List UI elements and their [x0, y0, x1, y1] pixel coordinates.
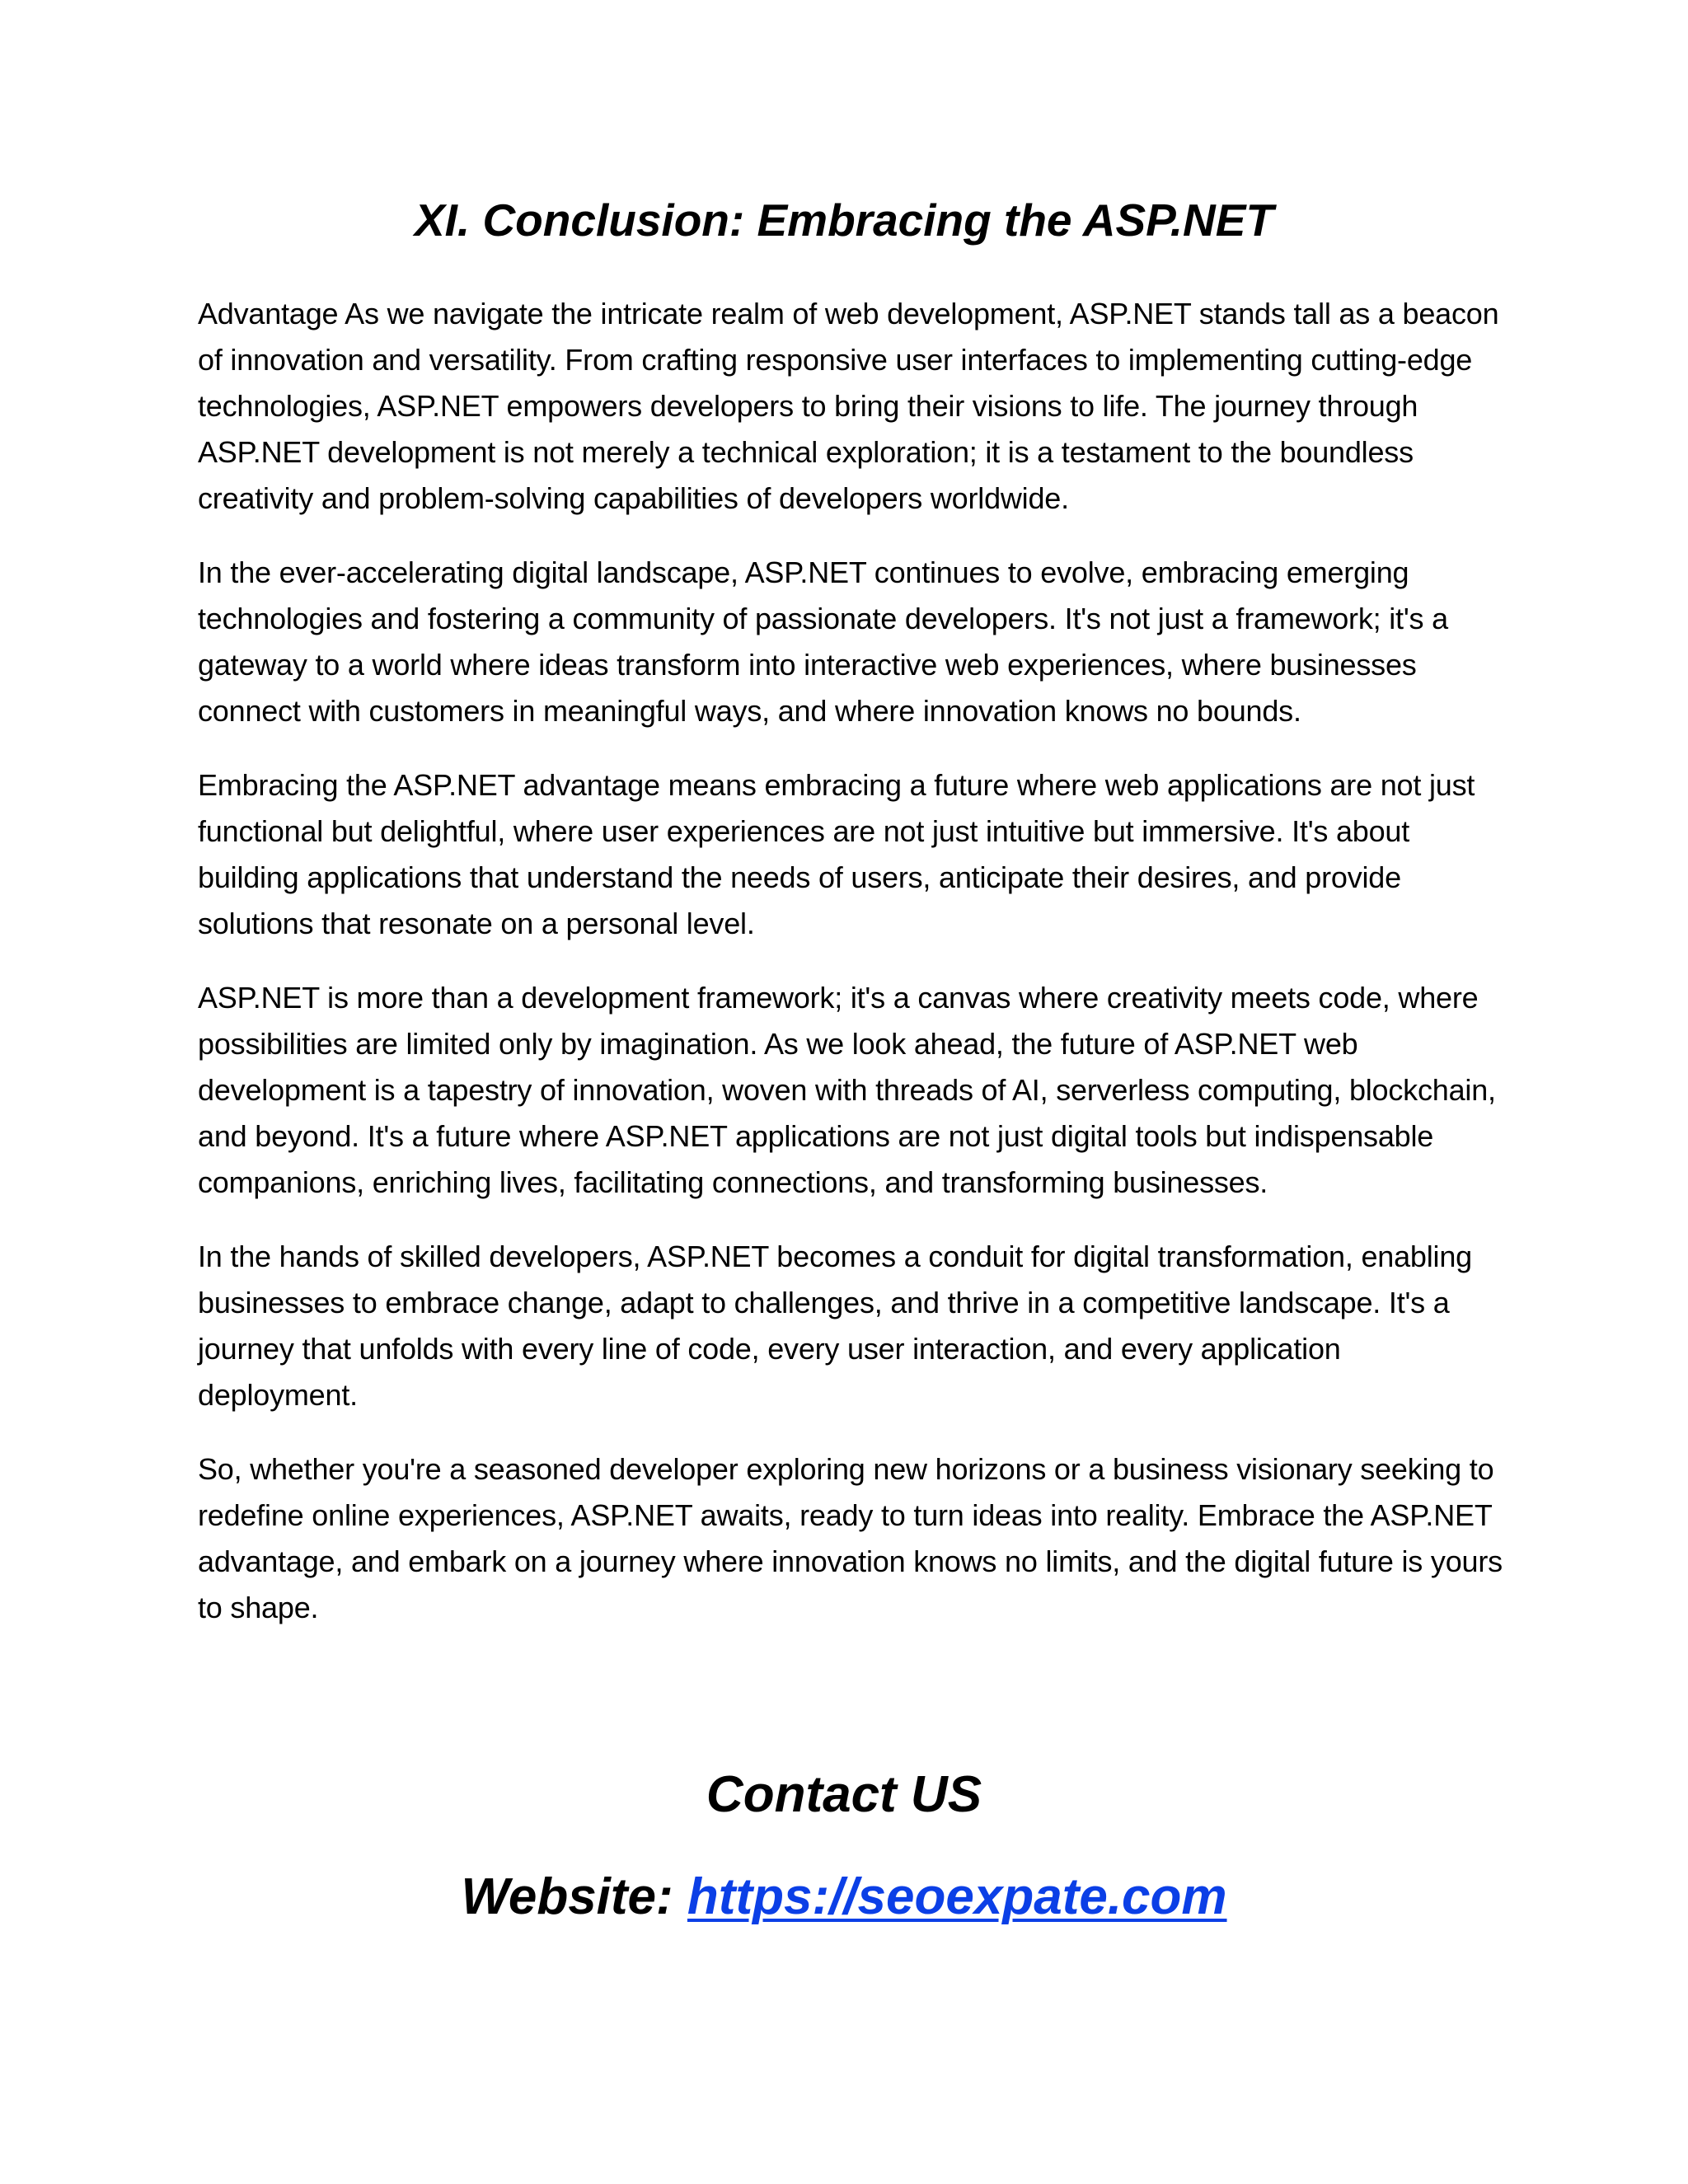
paragraph-5: In the hands of skilled developers, ASP.NET becomes a conduit for digital transformation, enabling businesses to embrace change, adapt to challenges, and thrive in a competitive landscape. It's a journey that unfolds with every line of code, every user interaction, and every application deployment.: [198, 1240, 1472, 1412]
paragraph-2: In the ever-accelerating digital landscape, ASP.NET continues to evolve, embracing emerging technologies and fostering a community of passionate developers. It's not just a framework; it's a gateway to a world where ideas transform into interactive web experiences, where businesses connect with customers in meaningful ways, and where innovation knows no bounds.: [198, 555, 1448, 728]
page-title: XI. Conclusion: Embracing the ASP.NET: [414, 194, 1274, 246]
body-text: [198, 291, 1508, 1659]
website-link[interactable]: https://seoexpate.com: [687, 1868, 1227, 1925]
website-label: Website:: [461, 1868, 687, 1925]
paragraph-1: Advantage As we navigate the intricate realm of web development, ASP.NET stands tall as a beacon of innovation and versatility. From crafting responsive user interfaces to implementing cutting-edge technologies, ASP.NET empowers developers to bring their visions to life. The journey through ASP.NET development is not merely a technical exploration; it is a testament to the boundless creativity and problem-solving capabilities of developers worldwide.: [198, 297, 1499, 515]
paragraph-3: Embracing the ASP.NET advantage means embracing a future where web applications are not just functional but delightful, where user experiences are not just intuitive but immersive. It's about building applications that understand the needs of users, anticipate their desires, and provide solutions that resonate on a personal level.: [198, 768, 1475, 940]
contact-heading: Contact US: [706, 1766, 982, 1823]
paragraph-4: ASP.NET is more than a development framework; it's a canvas where creativity meets code, where possibilities are limited only by imagination. As we look ahead, the future of ASP.NET web development is a tapestry of innovation, woven with threads of AI, serverless computing, blockchain, and beyond. It's a future where ASP.NET applications are not just digital tools but indispensable companions, enriching lives, facilitating connections, and transforming businesses.: [198, 981, 1496, 1199]
website-line: [0, 1864, 1688, 1930]
paragraph-6: So, whether you're a seasoned developer exploring new horizons or a business visionary seeking to redefine online experiences, ASP.NET awaits, ready to turn ideas into reality. Embrace the ASP.NET advantage, and embark on a journey where innovation knows no limits, and the digital future is yours to shape.: [198, 1452, 1503, 1624]
